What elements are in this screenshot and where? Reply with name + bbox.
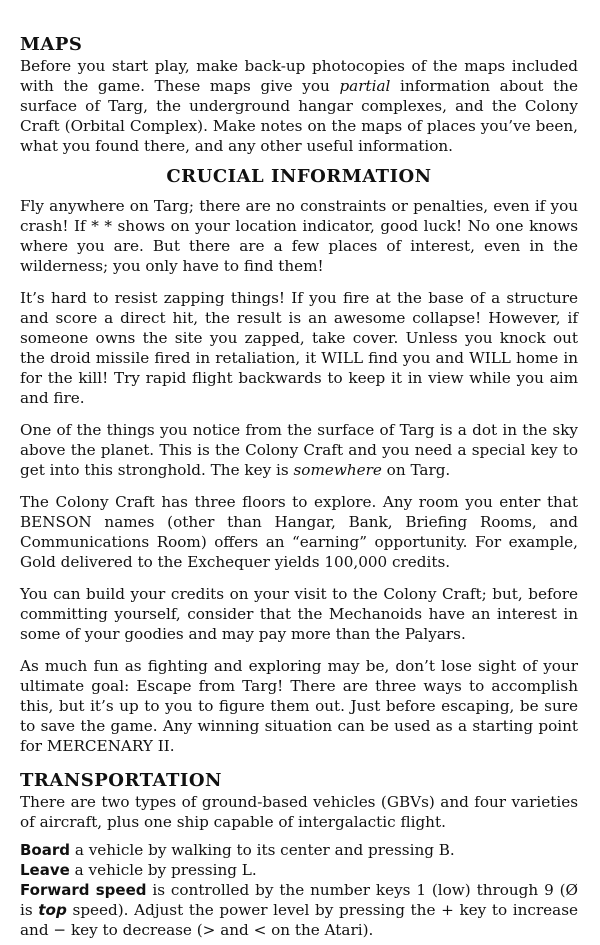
speed-top-emphasis: top	[38, 901, 67, 919]
leave-term: Leave	[20, 861, 70, 879]
crucial-p3-emphasis: somewhere	[293, 461, 382, 479]
maps-heading: MAPS	[20, 34, 83, 55]
leave-definition	[20, 860, 578, 880]
leave-text: a vehicle by pressing L.	[69, 861, 257, 879]
crucial-p3-end: on Targ.	[381, 461, 451, 479]
transportation-definitions	[20, 840, 578, 940]
crucial-paragraph-6: As much fun as fighting and exploring may be, don’t lose sight of your ultimate goal: Escape from Targ! There are three ways to accomplish this, but it’s up to you to figure them out. Just before escaping, be sure to save the game. Any winning situation can be used as a starting point for MERCENARY II.	[20, 657, 578, 755]
maps-paragraph	[20, 56, 578, 156]
crucial-paragraph-5: You can build your credits on your visit to the Colony Craft; but, before committing yourself, consider that the Mechanoids have an interest in some of your goodies and may pay more than the Palyars.	[20, 585, 578, 643]
board-text: a vehicle by walking to its center and pressing B.	[70, 841, 455, 859]
crucial-paragraph-2: It’s hard to resist zapping things! If you fire at the base of a structure and score a direct hit, the result is an awesome collapse! However, if someone owns the site you zapped, take cover. Unless you knock out the droid missile fired in retaliation, it WILL find you and WILL home in for the kill! Try rapid flight backwards to keep it in view while you aim and fire.	[20, 289, 578, 407]
board-definition	[20, 840, 578, 860]
crucial-paragraph-4: The Colony Craft has three floors to explore. Any room you enter that BENSON names (other than Hangar, Bank, Briefing Rooms, and Communications Room) offers an “earning” opportunity. For example, Gold delivered to the Exchequer yields 100,000 credits.	[20, 493, 578, 571]
speed-text-end: speed). Adjust the power level by pressing the + key to increase and − key to decrease (> and < on the Atari).	[20, 901, 578, 939]
crucial-paragraph-1: Fly anywhere on Targ; there are no constraints or penalties, even if you crash! If * * shows on your location indicator, good luck! No one knows where you are. But there are a few places of interest, even in the wilderness; you only have to find them!	[20, 197, 578, 275]
board-term: Board	[20, 841, 70, 859]
crucial-p3-start: One of the things you notice from the surface of Targ is a dot in the sky above the planet. This is the Colony Craft and you need a special key to get into this stronghold. The key is	[20, 421, 578, 479]
crucial-paragraph-3	[20, 420, 578, 480]
maps-emphasis: partial	[339, 77, 391, 95]
transportation-heading: TRANSPORTATION	[20, 770, 222, 791]
maps-text-end: information about the surface of Targ, the underground hangar complexes, and the Colony Craft (Orbital Complex). Make notes on the maps of places you’ve been, what you found there, and any other useful information.	[20, 77, 578, 155]
speed-text-start: is controlled by the number keys 1 (low) through 9 (Ø is	[20, 881, 578, 919]
crucial-heading: CRUCIAL INFORMATION	[166, 166, 432, 187]
transportation-paragraph: There are two types of ground-based vehicles (GBVs) and four varieties of aircraft, plus one ship capable of intergalactic flight.	[20, 793, 578, 831]
speed-definition	[20, 880, 578, 940]
maps-text-start: Before you start play, make back-up photocopies of the maps included with the game. These maps give you	[20, 57, 578, 95]
speed-term: Forward speed	[20, 881, 147, 899]
